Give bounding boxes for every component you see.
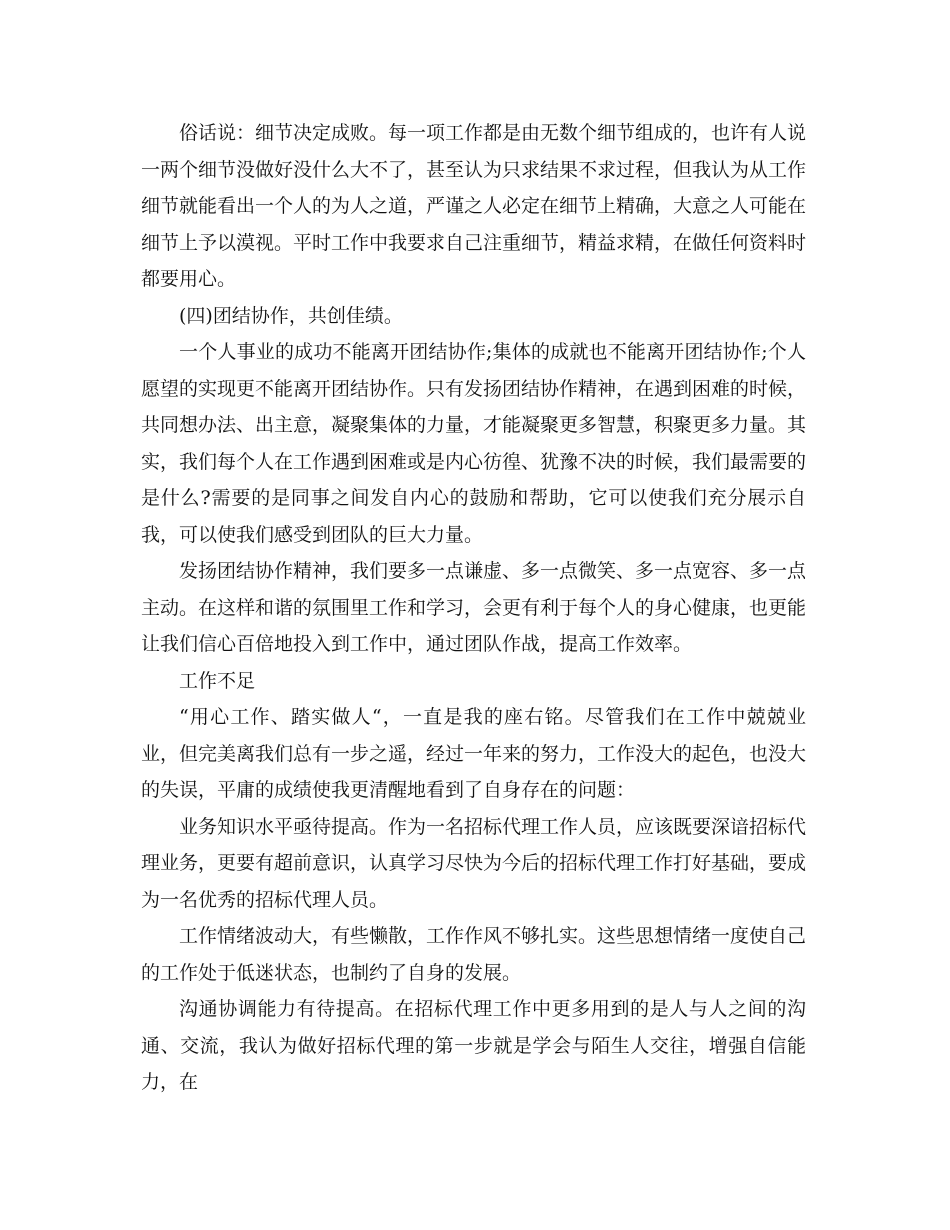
paragraph-teamwork-spirit: 发扬团结协作精神，我们要多一点谦虚、多一点微笑、多一点宽容、多一点主动。在这样和谐的氛围里工作和学习，会更有利于每个人的身心健康，也更能让我们信心百倍地投入到工作中，通过团队作战，提高工作效率。 xyxy=(141,560,807,655)
document-body xyxy=(141,115,806,1101)
paragraph-work-mood: 工作情绪波动大，有些懒散，工作作风不够扎实。这些思想情绪一度使自己的工作处于低迷状态，也制约了自身的发展。 xyxy=(141,925,807,984)
paragraph-business-knowledge: 业务知识水平亟待提高。作为一名招标代理工作人员，应该既要深谙招标代理业务，更要有超前意识，认真学习尽快为今后的招标代理工作打好基础，要成为一名优秀的招标代理人员。 xyxy=(141,815,807,911)
paragraph-attention-to-detail: 俗话说：细节决定成败。每一项工作都是由无数个细节组成的，也许有人说一两个细节没做好没什么大不了，甚至认为只求结果不求过程，但我认为从工作细节就能看出一个人的为人之道，严谨之人必定在细节上精确，大意之人可能在细节上予以漠视。平时工作中我要求自己注重细节，精益求精，在做任何资料时都要用心。 xyxy=(141,122,807,290)
paragraph-teamwork-importance: 一个人事业的成功不能离开团结协作;集体的成就也不能离开团结协作;个人愿望的实现更不能离开团结协作。只有发扬团结协作精神，在遇到困难的时候，共同想办法、出主意，凝聚集体的力量，才能凝聚更多智慧，积聚更多力量。其实，我们每个人在工作遇到困难或是内心彷徨、犹豫不决的时候，我们最需要的是什么?需要的是同事之间发自内心的鼓励和帮助，它可以使我们充分展示自我，可以使我们感受到团队的巨大力量。 xyxy=(141,341,807,546)
section-heading-shortcomings: 工作不足 xyxy=(179,669,256,692)
paragraph-communication: 沟通协调能力有待提高。在招标代理工作中更多用到的是人与人之间的沟通、交流，我认为做好招标代理的第一步就是学会与陌生人交往，增强自信能力，在 xyxy=(141,998,806,1093)
section-heading-teamwork: (四)团结协作，共创佳绩。 xyxy=(179,304,403,327)
paragraph-motto: “用心工作、踏实做人“，一直是我的座右铭。尽管我们在工作中兢兢业业，但完美离我们总有一步之遥，经过一年来的努力，工作没大的起色，也没大的失误，平庸的成绩使我更清醒地看到了自身存在的问题： xyxy=(141,706,807,801)
